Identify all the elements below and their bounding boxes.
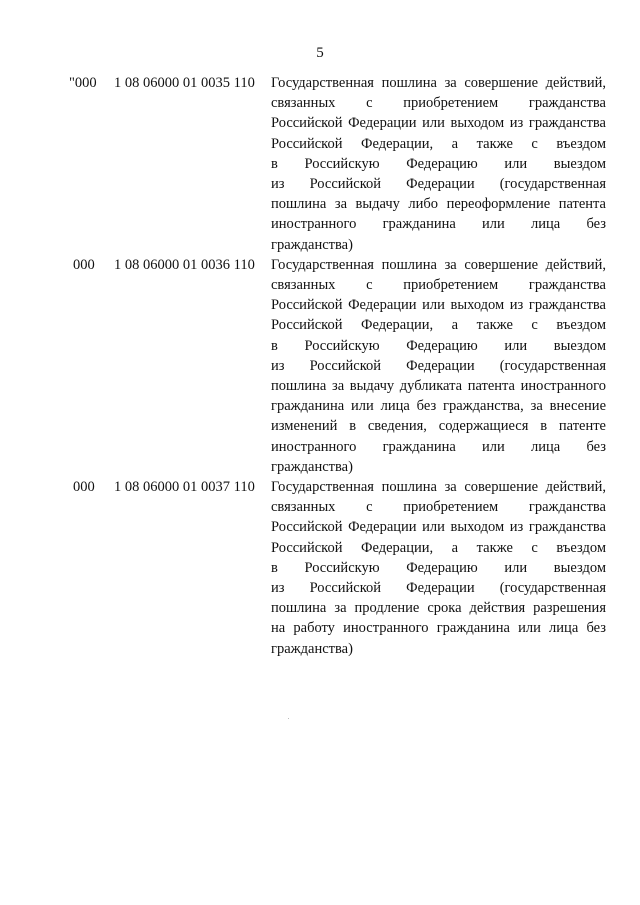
description-line: Российской Федерации, а также с въездом	[271, 317, 606, 334]
description-line: пошлина за выдачу либо переоформление патента	[271, 196, 606, 213]
description-line: в Российскую Федерацию или выездом	[271, 559, 606, 576]
description-line: иностранного гражданина или лица без	[271, 216, 606, 233]
budget-classification-code: 1 08 06000 01 0035 110	[114, 75, 255, 91]
description-line: Государственная пошлина за совершение действий,	[271, 256, 606, 273]
description-line: Российской Федерации или выходом из гражданства	[271, 519, 606, 536]
description-line: пошлина за выдачу дубликата патента иностранного	[271, 378, 606, 395]
description-line: гражданина или лица без гражданства, за внесение	[271, 398, 606, 415]
description-line: в Российскую Федерацию или выездом	[271, 337, 606, 354]
page-number: 5	[316, 45, 324, 61]
description-line: связанных с приобретением гражданства	[271, 277, 606, 294]
description-line: связанных с приобретением гражданства	[271, 95, 606, 112]
description-line: Российской Федерации, а также с въездом	[271, 539, 606, 556]
description-line: Российской Федерации, а также с въездом	[271, 135, 606, 152]
description-line: гражданства)	[271, 458, 353, 475]
table-row	[69, 477, 609, 659]
description-line: Российской Федерации или выходом из гражданства	[271, 297, 606, 314]
description-line: Российской Федерации или выходом из гражданства	[271, 115, 606, 132]
description-line: из Российской Федерации (государственная	[271, 580, 606, 597]
table-row	[69, 255, 609, 477]
budget-classification-code: 1 08 06000 01 0037 110	[114, 479, 255, 496]
budget-classification-code: 1 08 06000 01 0036 110	[114, 256, 255, 273]
admin-code: 000	[73, 256, 95, 273]
admin-code: "000	[69, 75, 97, 91]
fee-entries-table	[69, 73, 609, 659]
fee-description	[271, 477, 606, 659]
description-line: из Российской Федерации (государственная	[271, 357, 606, 374]
description-line: из Российской Федерации (государственная	[271, 176, 606, 193]
description-line: Государственная пошлина за совершение действий,	[271, 75, 606, 91]
admin-code: 000	[73, 479, 95, 496]
description-line: связанных с приобретением гражданства	[271, 499, 606, 516]
description-line: в Российскую Федерацию или выездом	[271, 155, 606, 172]
fee-description	[271, 73, 606, 255]
table-row	[69, 73, 609, 255]
scan-speck	[288, 718, 289, 719]
fee-description	[271, 255, 606, 477]
description-line: пошлина за продление срока действия разрешения	[271, 600, 606, 617]
description-line: изменений в сведения, содержащиеся в патенте	[271, 418, 606, 435]
description-line: на работу иностранного гражданина или лица без	[271, 620, 606, 637]
description-line: гражданства)	[271, 640, 353, 657]
description-line: Государственная пошлина за совершение действий,	[271, 479, 606, 496]
description-line: иностранного гражданина или лица без	[271, 438, 606, 455]
description-line: гражданства)	[271, 236, 353, 253]
